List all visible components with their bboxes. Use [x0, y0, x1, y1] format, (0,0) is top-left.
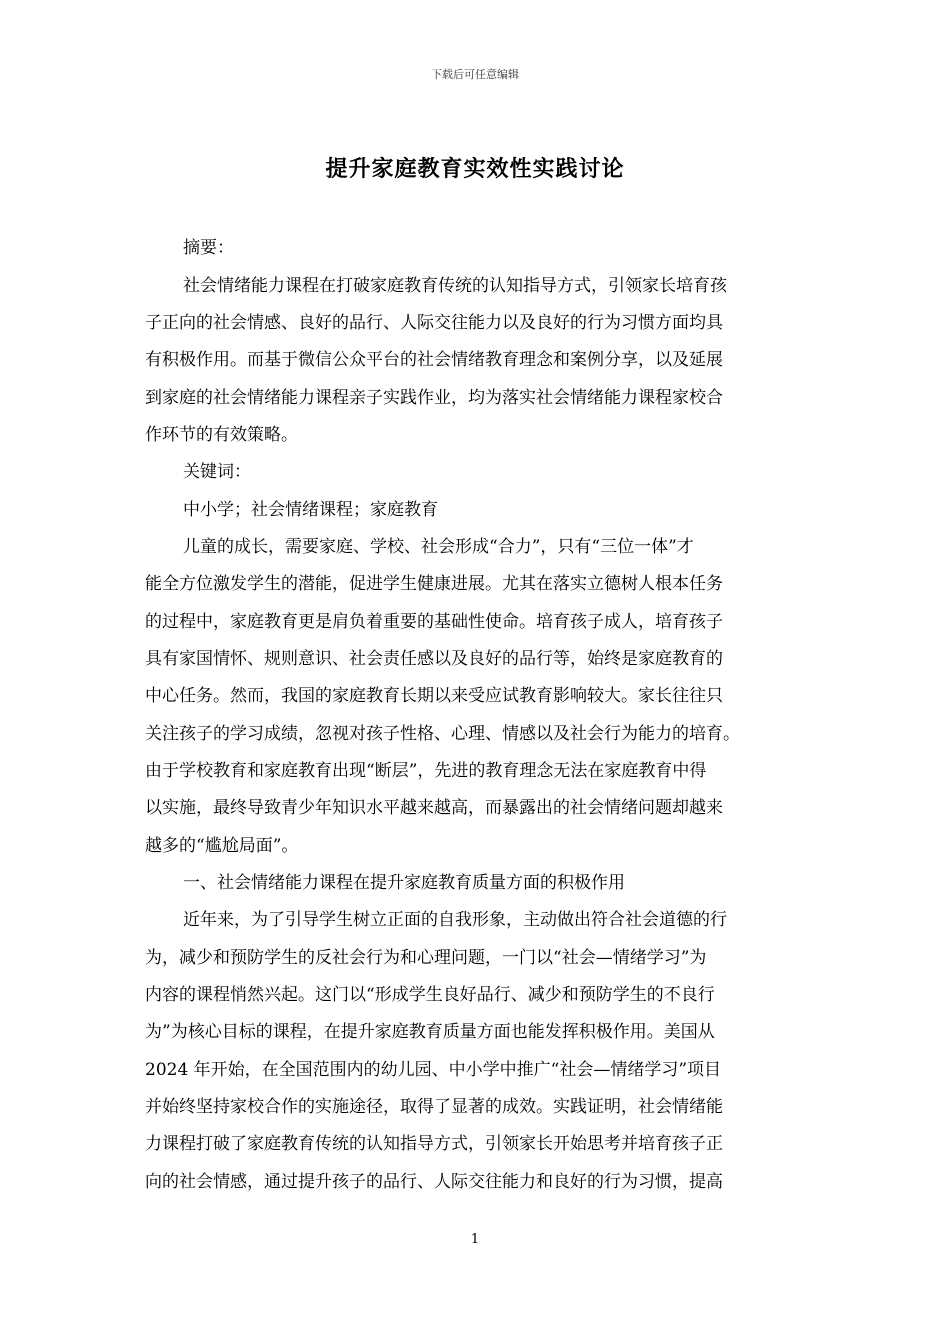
paragraph-line: 作环节的有效策略。 — [145, 425, 298, 445]
keywords-text: 中小学；社会情绪课程；家庭教育 — [183, 500, 438, 520]
paragraph-line: 社会情绪能力课程在打破家庭教育传统的认知指导方式，引领家长培育孩 — [183, 276, 727, 296]
keywords-label: 关键词： — [183, 462, 251, 482]
paragraph-line: 为”为核心目标的课程，在提升家庭教育质量方面也能发挥积极作用。美国从 — [145, 1022, 715, 1042]
page-header: 下载后可任意编辑 — [431, 68, 519, 81]
paragraph-line: 近年来，为了引导学生树立正面的自我形象，主动做出符合社会道德的行 — [183, 910, 727, 930]
abstract-label: 摘要： — [183, 238, 234, 258]
paragraph-line: 能全方位激发学生的潜能，促进学生健康进展。尤其在落实立德树人根本任务 — [145, 574, 723, 594]
paragraph-line: 到家庭的社会情绪能力课程亲子实践作业，均为落实社会情绪能力课程家校合 — [145, 388, 723, 408]
paragraph-line: 关注孩子的学习成绩，忽视对孩子性格、心理、情感以及社会行为能力的培育。 — [145, 724, 740, 744]
paragraph-line: 由于学校教育和家庭教育出现“断层”，先进的教育理念无法在家庭教育中得 — [145, 761, 707, 781]
paragraph-line: 并始终坚持家校合作的实施途径，取得了显著的成效。实践证明，社会情绪能 — [145, 1097, 723, 1117]
paragraph-line: 有积极作用。而基于微信公众平台的社会情绪教育理念和案例分享，以及延展 — [145, 350, 723, 370]
paragraph-line: 以实施，最终导致青少年知识水平越来越高，而暴露出的社会情绪问题却越来 — [145, 798, 723, 818]
paragraph-line: 向的社会情感，通过提升孩子的品行、人际交往能力和良好的行为习惯，提高 — [145, 1172, 723, 1192]
paragraph-line: 越多的“尴尬局面”。 — [145, 836, 299, 856]
paragraph-line: 中心任务。然而，我国的家庭教育长期以来受应试教育影响较大。家长往往只 — [145, 686, 723, 706]
section-heading: 一、社会情绪能力课程在提升家庭教育质量方面的积极作用 — [183, 873, 625, 893]
paragraph-line: 的过程中，家庭教育更是肩负着重要的基础性使命。培育孩子成人，培育孩子 — [145, 612, 723, 632]
paragraph-line: 儿童的成长，需要家庭、学校、社会形成“合力”，只有“三位一体”才 — [183, 537, 694, 557]
paragraph-line: 为，减少和预防学生的反社会行为和心理问题，一门以“社会—情绪学习”为 — [145, 948, 707, 968]
document-title: 提升家庭教育实效性实践讨论 — [325, 156, 625, 182]
paragraph-line: 2024 年开始，在全国范围内的幼儿园、中小学中推广“社会—情绪学习”项目 — [145, 1060, 722, 1080]
paragraph-line: 力课程打破了家庭教育传统的认知指导方式，引领家长开始思考并培育孩子正 — [145, 1134, 723, 1154]
paragraph-line: 子正向的社会情感、良好的品行、人际交往能力以及良好的行为习惯方面均具 — [145, 313, 723, 333]
paragraph-line: 具有家国情怀、规则意识、社会责任感以及良好的品行等，始终是家庭教育的 — [145, 649, 723, 669]
page-number: 1 — [470, 1232, 480, 1247]
paragraph-line: 内容的课程悄然兴起。这门以“形成学生良好品行、减少和预防学生的不良行 — [145, 985, 715, 1005]
